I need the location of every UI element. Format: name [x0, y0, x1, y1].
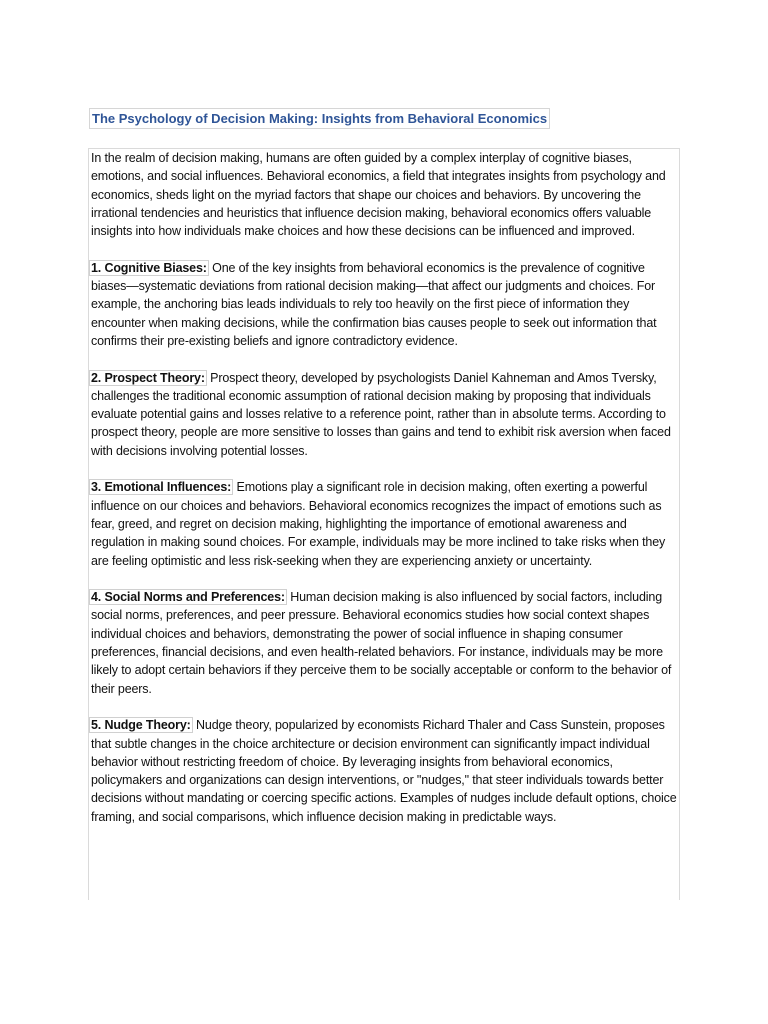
intro-paragraph: In the realm of decision making, humans are often guided by a complex interplay of cognitive biases, emotions, and social influences. Behavioral economics, a field that integrates insights from psychology and economics, sheds light on the myriad factors that shape our choices and behaviors. By uncovering the irrational tendencies and heuristics that influence decision making, behavioral economics offers valuable insights into how individuals make choices and how these decisions can be influenced and improved.	[91, 151, 666, 239]
document-body	[91, 149, 678, 844]
section-paragraph	[91, 259, 678, 350]
section-paragraph	[91, 478, 678, 569]
section-heading: 3. Emotional Influences:	[91, 480, 232, 495]
section-text: One of the key insights from behavioral economics is the prevalence of cognitive biases—systematic deviations from rational decision making—that affect our judgments and choices. For example, the anchoring bias leads individuals to rely too heavily on the first piece of information they encounter when making decisions, while the confirmation bias causes people to seek out information that confirms their pre-existing beliefs and ignore contradictory evidence.	[91, 260, 657, 348]
section-paragraph	[91, 369, 678, 460]
section-text: Emotions play a significant role in decision making, often exerting a powerful influence on our choices and behaviors. Behavioral economics recognizes the impact of emotions such as fear, greed, and regret on decision making, highlighting the importance of emotional awareness and regulation in making sound choices. For example, individuals may be more inclined to take risks when they are feeling optimistic and less risk-seeking when they are experiencing anxiety or uncertainty.	[91, 480, 666, 568]
section-heading: 4. Social Norms and Preferences:	[91, 590, 285, 605]
section-text: Nudge theory, popularized by economists Richard Thaler and Cass Sunstein, proposes that subtle changes in the choice architecture or decision environment can significantly impact individual behavior without restricting freedom of choice. By leveraging insights from behavioral economics, policymakers and organizations can design interventions, or "nudges," that steer individuals towards better decisions without mandating or coercing specific actions. Examples of nudges include default options, choice framing, and social comparisons, which influence decision making in predictable ways.	[91, 718, 677, 824]
section-heading: 5. Nudge Theory:	[91, 718, 191, 733]
section-paragraph	[91, 716, 678, 826]
section-heading: 2. Prospect Theory:	[91, 370, 205, 385]
document-title: The Psychology of Decision Making: Insights from Behavioral Economics	[89, 108, 550, 129]
section-heading: 1. Cognitive Biases:	[91, 260, 207, 275]
section-text: Prospect theory, developed by psychologists Daniel Kahneman and Amos Tversky, challenges the traditional economic assumption of rational decision making by proposing that individuals evaluate potential gains and losses relative to a reference point, rather than in absolute terms. According to prospect theory, people are more sensitive to losses than gains and tend to exhibit risk aversion when faced with decisions involving potential losses.	[91, 370, 671, 458]
section-paragraph	[91, 588, 678, 698]
section-text: Human decision making is also influenced by social factors, including social norms, preferences, and peer pressure. Behavioral economics studies how social context shapes individual choices and behaviors, demonstrating the power of social influence in shaping consumer preferences, financial decisions, and even health-related behaviors. For instance, individuals may be more likely to adopt certain behaviors if they perceive them to be socially acceptable or conform to the behavior of their peers.	[91, 590, 672, 696]
